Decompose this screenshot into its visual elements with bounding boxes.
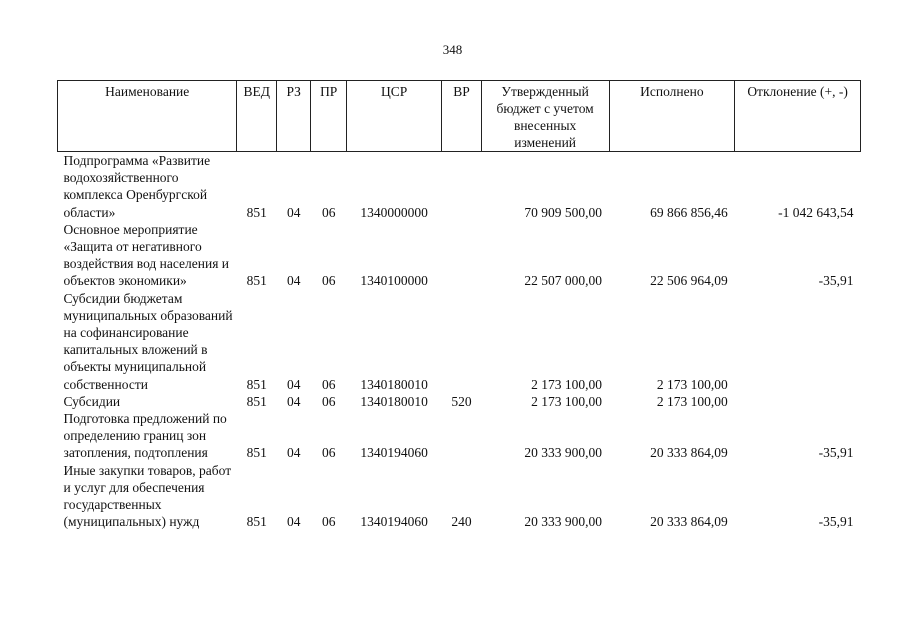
row-rz: 04	[286, 376, 301, 392]
row-csr: 1340180010	[360, 376, 428, 392]
row-csr: 1340100000	[360, 273, 428, 289]
row-csr: 1340180010	[360, 393, 428, 409]
header-rz: РЗ	[276, 81, 310, 152]
row-pr: 06	[321, 376, 336, 392]
budget-table	[57, 80, 861, 530]
row-name: Подпрограмма «Развитие водохозяйственного комплекса Оренбургской области»	[63, 153, 211, 220]
row-csr: 1340194060	[360, 445, 428, 461]
row-ved: 851	[246, 514, 267, 530]
row-deviation: -35,91	[818, 514, 854, 530]
row-rz: 04	[286, 514, 301, 530]
row-ved: 851	[246, 445, 267, 461]
header-vr: ВР	[442, 81, 482, 152]
row-ved: 851	[246, 376, 267, 392]
table-body	[58, 152, 861, 531]
header-deviation: Отклонение (+, -)	[735, 81, 861, 152]
row-executed: 20 333 864,09	[650, 514, 728, 530]
row-pr: 06	[321, 445, 336, 461]
row-pr: 06	[321, 393, 336, 409]
row-ved: 851	[246, 204, 267, 220]
row-vr: 520	[451, 393, 472, 409]
row-deviation	[735, 393, 861, 410]
row-executed: 69 866 856,46	[650, 204, 728, 220]
table-header	[58, 81, 861, 152]
header-approved: Утвержденный бюджет с учетом внесенных изменений	[481, 81, 609, 152]
row-approved: 70 909 500,00	[524, 204, 602, 220]
row-name: Иные закупки товаров, работ и услуг для обеспечения государственных (муниципальных) нужд	[63, 462, 232, 530]
row-executed: 2 173 100,00	[656, 376, 728, 392]
table-row	[58, 410, 861, 462]
row-rz: 04	[286, 445, 301, 461]
row-vr	[442, 410, 482, 462]
row-executed: 2 173 100,00	[656, 393, 728, 409]
header-csr: ЦСР	[346, 81, 441, 152]
row-executed: 22 506 964,09	[650, 273, 728, 289]
row-name: Субсидии бюджетам муниципальных образований на софинансирование капитальных вложений в объекты муниципальной собственности	[63, 290, 233, 392]
row-deviation	[735, 290, 861, 393]
row-vr	[442, 290, 482, 393]
page-number: 348	[442, 42, 463, 57]
row-ved: 851	[246, 393, 267, 409]
row-ved: 851	[246, 273, 267, 289]
row-vr: 240	[451, 514, 472, 530]
table-row	[58, 221, 861, 290]
row-pr: 06	[321, 273, 336, 289]
row-approved: 20 333 900,00	[524, 445, 602, 461]
table-row	[58, 290, 861, 393]
row-csr: 1340194060	[360, 514, 428, 530]
table-row	[58, 393, 861, 410]
row-deviation: -35,91	[818, 273, 854, 289]
row-name: Основное мероприятие «Защита от негативного воздействия вод населения и объектов экономики»	[63, 221, 230, 289]
row-rz: 04	[286, 204, 301, 220]
row-approved: 20 333 900,00	[524, 514, 602, 530]
header-ved: ВЕД	[237, 81, 277, 152]
row-name: Субсидии	[63, 393, 121, 409]
header-executed: Исполнено	[609, 81, 735, 152]
table-row	[58, 152, 861, 221]
row-approved: 2 173 100,00	[531, 393, 602, 409]
row-executed: 20 333 864,09	[650, 445, 728, 461]
row-rz: 04	[286, 393, 301, 409]
row-rz: 04	[286, 273, 301, 289]
row-name: Подготовка предложений по определению границ зон затопления, подтопления	[63, 411, 227, 461]
row-approved: 22 507 000,00	[524, 273, 602, 289]
row-vr	[442, 152, 482, 221]
header-pr: ПР	[311, 81, 346, 152]
header-name: Наименование	[58, 81, 237, 152]
row-pr: 06	[321, 514, 336, 530]
row-approved: 2 173 100,00	[531, 376, 602, 392]
row-vr	[442, 221, 482, 290]
row-csr: 1340000000	[360, 204, 428, 220]
row-deviation: -35,91	[818, 445, 854, 461]
row-pr: 06	[321, 204, 336, 220]
table-row	[58, 462, 861, 531]
row-deviation: -1 042 643,54	[778, 204, 854, 220]
